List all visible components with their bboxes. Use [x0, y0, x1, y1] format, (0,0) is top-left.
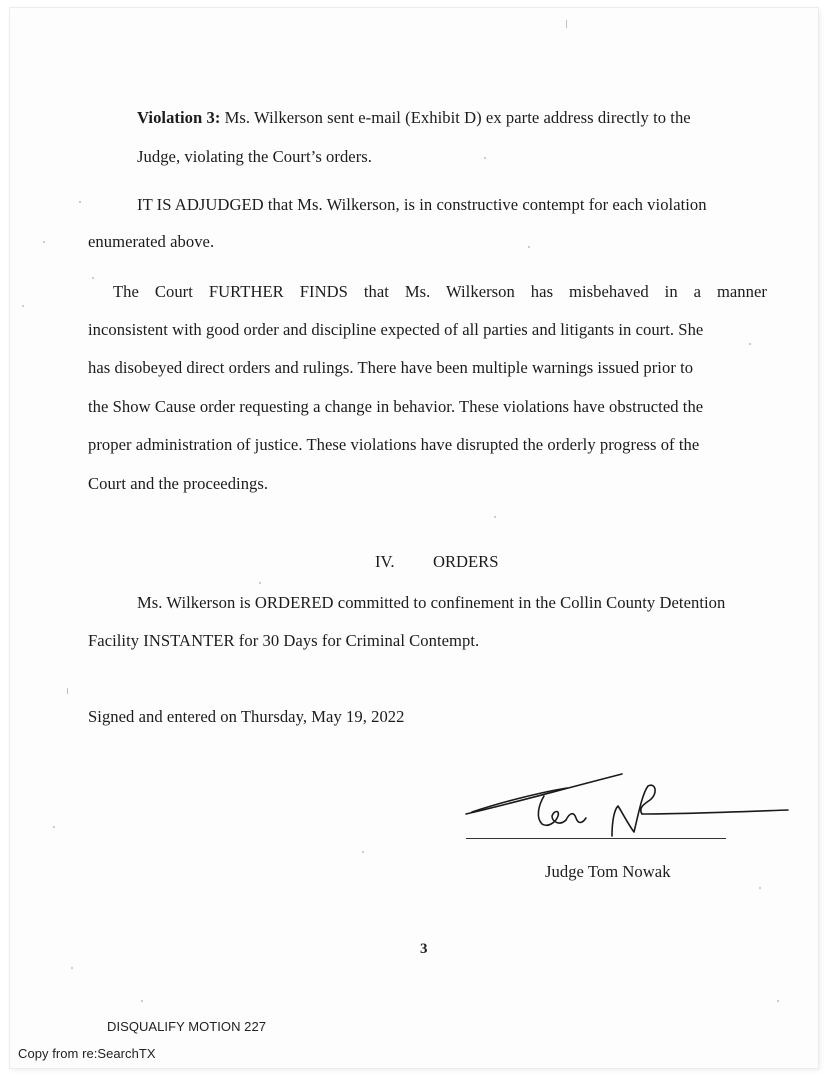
scan-mark: [749, 343, 751, 345]
scan-mark: [528, 246, 530, 248]
further-finds-line-6: Court and the proceedings.: [88, 474, 269, 493]
scan-mark: [362, 851, 364, 853]
further-finds-line-2: inconsistent with good order and discipline expected of all parties and litigants in court. She: [88, 320, 704, 339]
judge-name: Judge Tom Nowak: [545, 862, 671, 881]
document-page: [10, 8, 818, 1068]
page-number: 3: [420, 941, 428, 957]
violation-3-text: Ms. Wilkerson sent e-mail (Exhibit D) ex parte address directly to the: [220, 108, 691, 127]
scan-mark: [53, 826, 55, 828]
section-title: ORDERS: [433, 552, 499, 571]
footer-source: Copy from re:SearchTX: [18, 1046, 156, 1061]
scan-mark: [43, 241, 45, 243]
signed-date: Signed and entered on Thursday, May 19, 2022: [88, 707, 405, 726]
further-finds-line-1: The Court FURTHER FINDS that Ms. Wilkerson has misbehaved in a manner: [113, 282, 767, 301]
signature-graphic: [462, 766, 792, 846]
further-finds-line-3: has disobeyed direct orders and rulings. There have been multiple warnings issued prior to: [88, 358, 694, 377]
further-finds-line-4: the Show Cause order requesting a change in behavior. These violations have obstructed the: [88, 397, 704, 416]
adjudged-line-2: enumerated above.: [88, 232, 215, 251]
scan-mark: [141, 1000, 143, 1002]
violation-3-line-2: Judge, violating the Court’s orders.: [137, 147, 373, 166]
scan-mark: [777, 1000, 779, 1002]
orders-line-1: Ms. Wilkerson is ORDERED committed to confinement in the Collin County Detention: [137, 593, 726, 612]
scan-mark: [22, 305, 24, 307]
adjudged-line-1: IT IS ADJUDGED that Ms. Wilkerson, is in constructive contempt for each violation: [137, 195, 707, 214]
further-finds-line-5: proper administration of justice. These violations have disrupted the orderly progress of the: [88, 435, 700, 454]
scan-mark: [67, 688, 68, 694]
scan-mark: [71, 967, 73, 969]
scan-mark: [484, 157, 486, 159]
signature-line: [466, 838, 726, 839]
scan-mark: [759, 887, 761, 889]
scan-mark: [494, 516, 496, 518]
section-number: IV.: [375, 552, 395, 571]
scan-mark: [259, 582, 261, 584]
violation-3-line-1: [137, 108, 691, 128]
scan-mark: [566, 20, 567, 28]
orders-line-2: Facility INSTANTER for 30 Days for Criminal Contempt.: [88, 631, 480, 650]
violation-3-label: Violation 3:: [137, 108, 221, 127]
footer-label: DISQUALIFY MOTION 227: [107, 1019, 267, 1034]
scan-mark: [79, 201, 81, 203]
scan-mark: [92, 277, 94, 279]
